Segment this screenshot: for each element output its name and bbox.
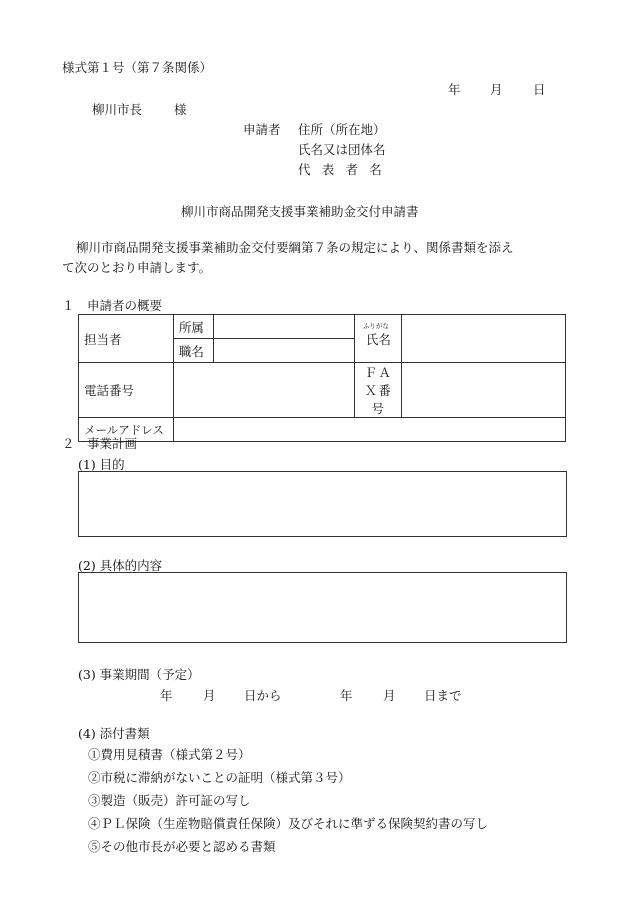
period-from: 日から	[244, 688, 282, 703]
period-start-year: 年	[160, 688, 173, 703]
shozoku-field[interactable]	[213, 315, 355, 339]
recipient-honorific: 様	[174, 102, 187, 117]
name-label: 氏名又は団体名	[298, 142, 386, 157]
attachment-item: ①費用見積書（様式第２号）	[88, 747, 251, 762]
applicant-table	[78, 314, 566, 442]
period-end-year: 年	[340, 688, 353, 703]
shozoku-label: 所属	[173, 315, 213, 339]
purpose-label: (1) 目的	[78, 457, 125, 472]
period-label: (3) 事業期間（予定）	[78, 667, 200, 682]
address-label: 住所（所在地）	[298, 122, 386, 137]
applicant-label: 申請者	[243, 122, 281, 137]
attachment-item: ⑤その他市長が必要と認める書類	[88, 839, 276, 854]
tel-label: 電話番号	[79, 363, 174, 418]
purpose-field[interactable]	[78, 471, 567, 537]
form-number: 様式第１号（第７条関係）	[62, 60, 213, 75]
content-field[interactable]	[78, 572, 567, 643]
period-start-month: 月	[203, 688, 216, 703]
period-until: 日まで	[424, 688, 462, 703]
email-field[interactable]	[173, 418, 565, 442]
attachment-item: ③製造（販売）許可証の写し	[88, 793, 251, 808]
representative-label: 代表者名	[298, 162, 394, 177]
section-1-heading: １ 申請者の概要	[62, 298, 163, 313]
fax-field[interactable]	[402, 363, 566, 418]
fax-label: ＦＡＸ番号	[355, 363, 402, 418]
section-2-heading: ２ 事業計画	[62, 436, 138, 451]
recipient: 柳川市長	[92, 102, 143, 117]
date-year: 年	[448, 82, 461, 97]
shokumei-field[interactable]	[213, 339, 355, 363]
intro-line-1: 柳川市商品開発支援事業補助金交付要綱第７条の規定により、関係書類を添え	[76, 240, 514, 255]
period-end-month: 月	[383, 688, 396, 703]
email-label: メールアドレス	[79, 418, 174, 442]
document-title: 柳川市商品開発支援事業補助金交付申請書	[181, 204, 419, 219]
date-month: 月	[490, 82, 503, 97]
date-day: 日	[533, 82, 546, 97]
shokumei-label: 職名	[173, 339, 213, 363]
attachments-label: (4) 添付書類	[78, 726, 150, 741]
content-label: (2) 具体的内容	[78, 558, 163, 573]
furigana-label: ふりがな	[362, 321, 389, 330]
tantosha-label: 担当者	[79, 315, 174, 363]
shimei-field[interactable]	[402, 315, 566, 363]
intro-line-2: て次のとおり申請します。	[62, 260, 212, 275]
tel-field[interactable]	[173, 363, 355, 418]
attachment-item: ②市税に滞納がないことの証明（様式第３号）	[88, 770, 351, 785]
shimei-label: ふりがな 氏名	[355, 315, 402, 363]
attachment-item: ④ＰＬ保険（生産物賠償責任保険）及びそれに準ずる保険契約書の写し	[88, 816, 489, 831]
